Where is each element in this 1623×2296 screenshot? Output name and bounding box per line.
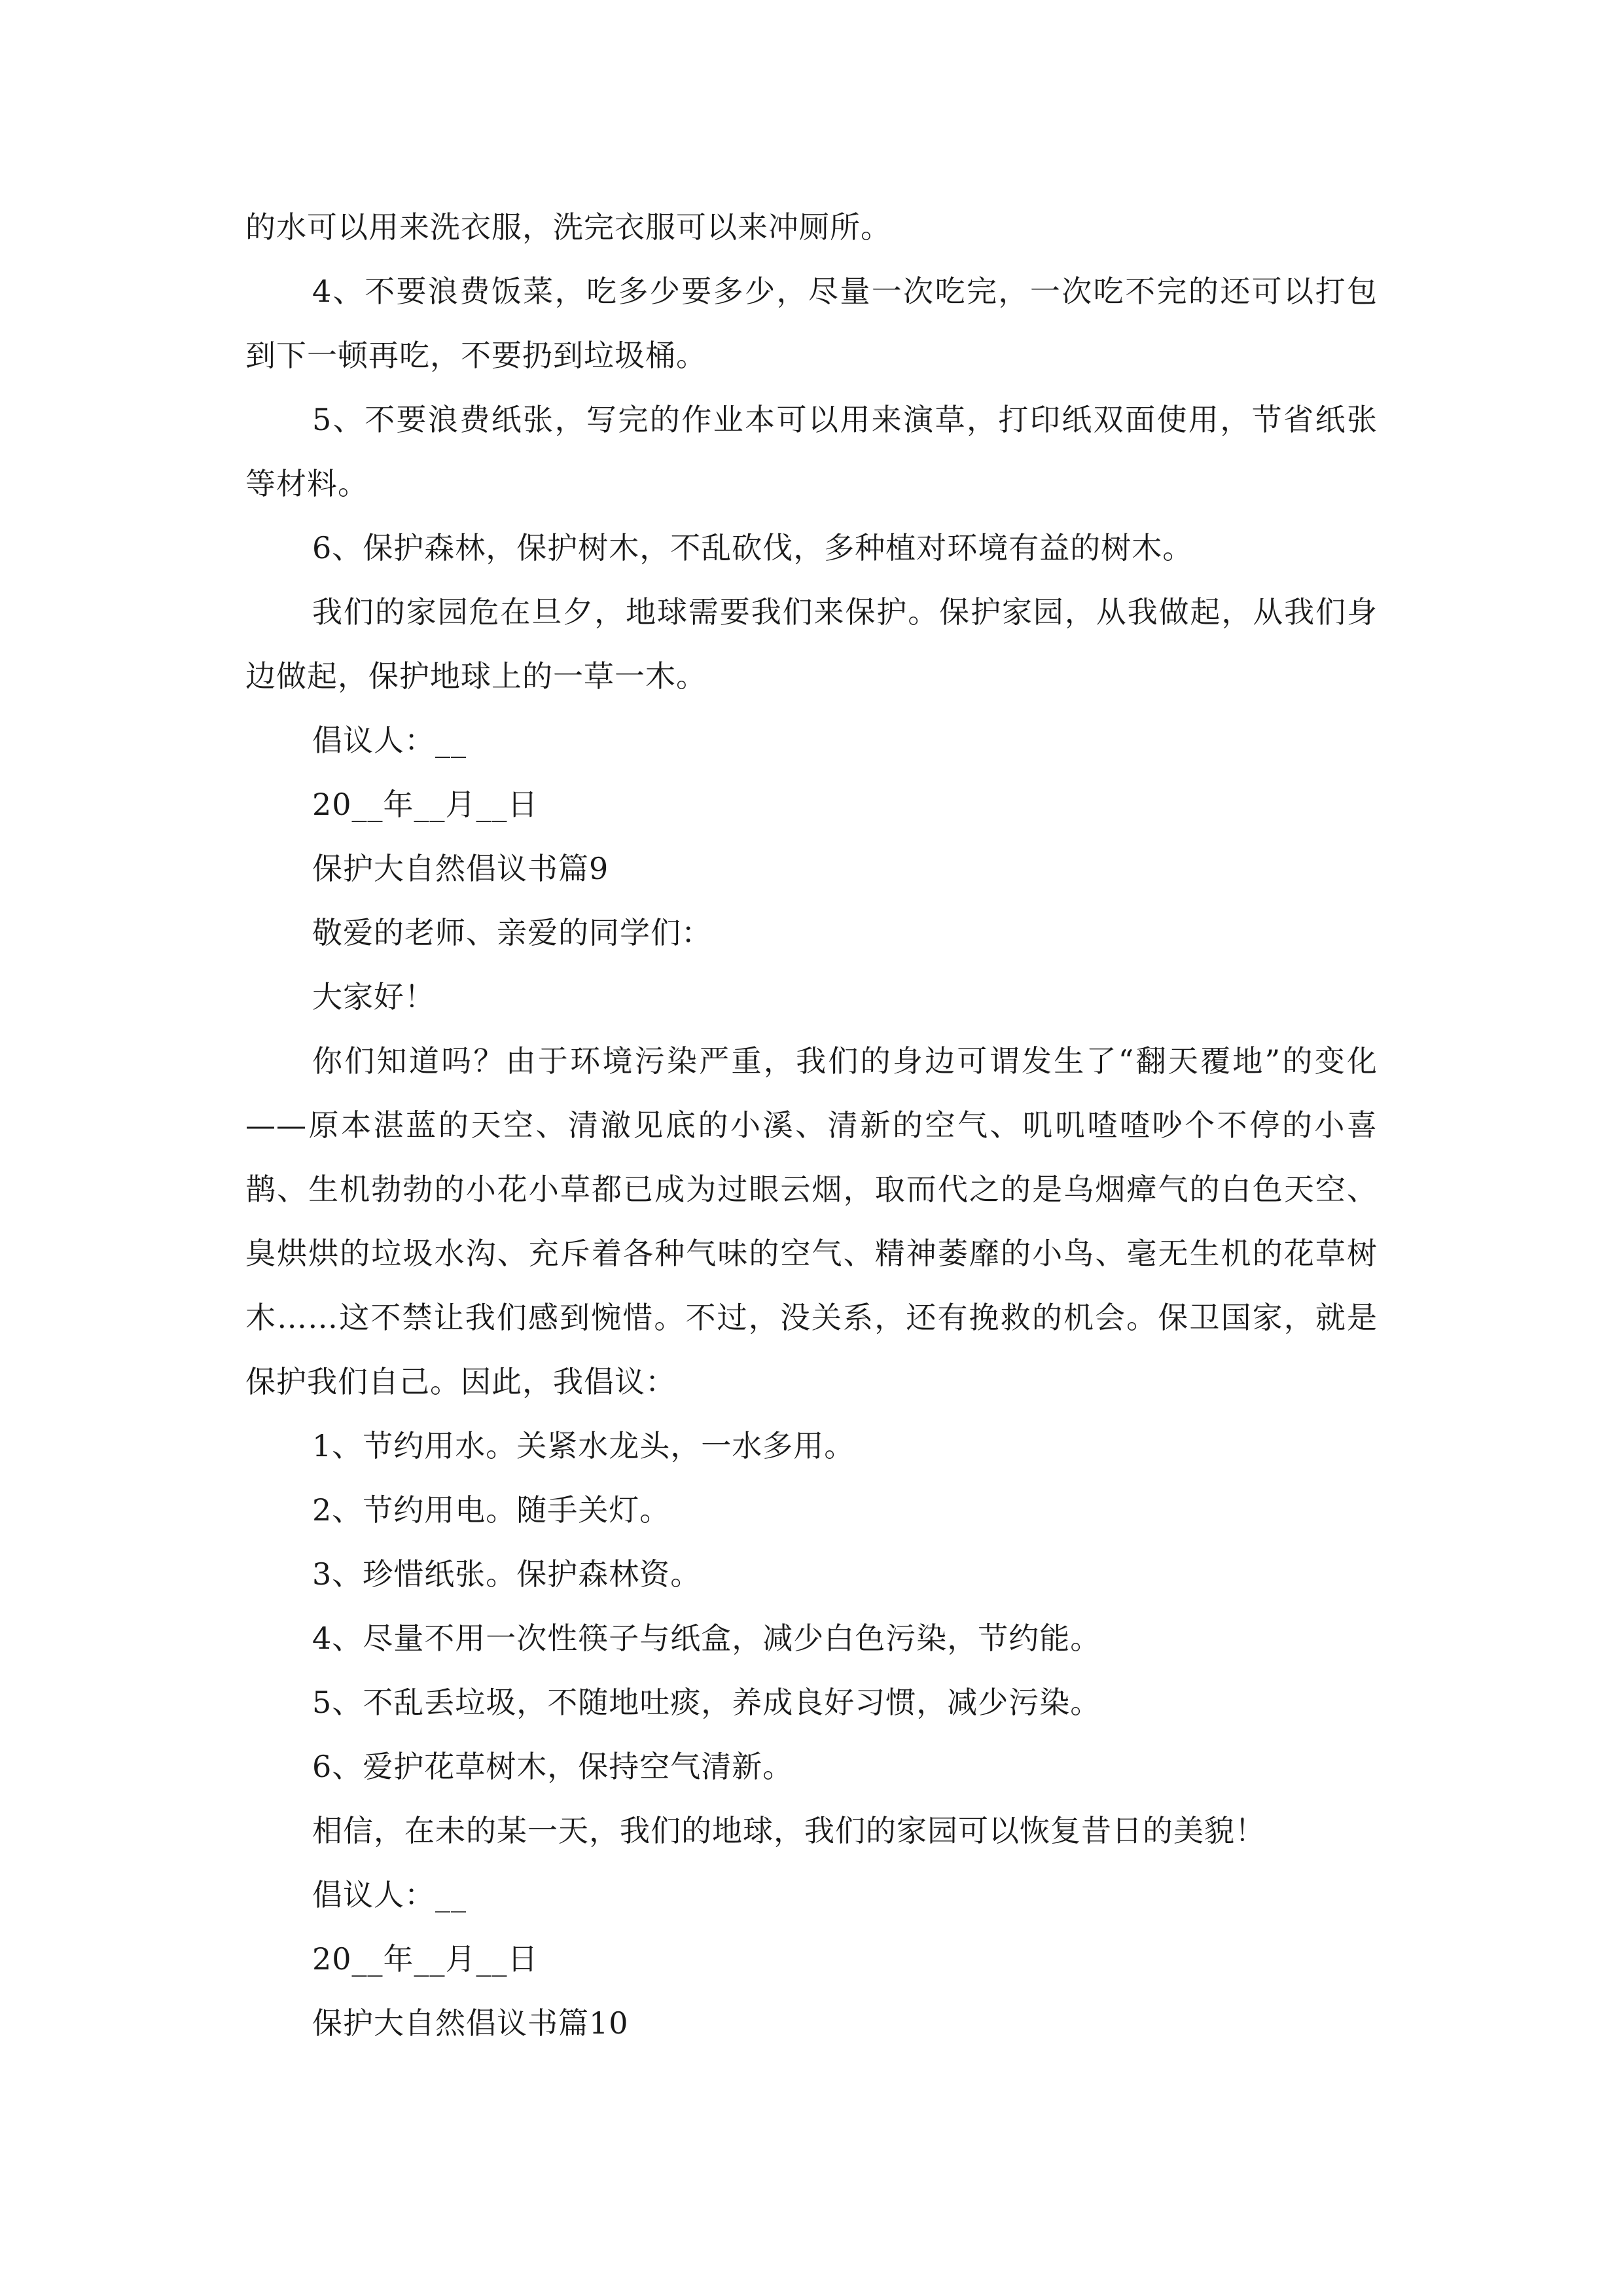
list-item-5: 5、不乱丢垃圾，不随地吐痰，养成良好习惯，减少污染。 [312, 1685, 1101, 1720]
date-line: 20__年__月__日 [312, 787, 539, 822]
signature-line: 倡议人：__ [312, 723, 467, 758]
date-line-2: 20__年__月__日 [312, 1941, 539, 1977]
list-item-4: 4、尽量不用一次性筷子与纸盒，减少白色污染，节约能。 [312, 1621, 1101, 1656]
signature-line-2: 倡议人：__ [312, 1877, 467, 1912]
paragraph-item-5-paper: 5、不要浪费纸张，写完的作业本可以用来演草，打印纸双面使用，节省纸张等材料。 [245, 402, 1378, 501]
paragraph-closing: 相信，在未的某一天，我们的地球，我们的家园可以恢复昔日的美貌！ [312, 1813, 1266, 1848]
section-heading-10: 保护大自然倡议书篇10 [312, 2005, 629, 2041]
document-body [245, 195, 1378, 2055]
paragraph-continuation: 的水可以用来洗衣服，洗完衣服可以来冲厕所。 [245, 209, 891, 245]
paragraph-item-6-forest: 6、保护森林，保护树木，不乱砍伐，多种植对环境有益的树木。 [312, 530, 1194, 565]
section-heading-9: 保护大自然倡议书篇9 [312, 851, 609, 886]
greeting: 大家好！ [312, 979, 435, 1014]
list-item-3: 3、珍惜纸张。保护森林资。 [312, 1556, 702, 1592]
list-item-6: 6、爱护花草树木，保持空气清新。 [312, 1749, 794, 1784]
paragraph-intro: 你们知道吗？由于环境污染严重，我们的身边可谓发生了“翻天覆地”的变化——原本湛蓝的天空、清澈见底的小溪、清新的空气、叽叽喳喳吵个不停的小喜鹊、生机勃勃的小花小草都已成为过眼云烟，取而代之的是乌烟瘴气的白色天空、臭烘烘的垃圾水沟、充斥着各种气味的空气、精神萎靡的小鸟、毫无生机的花草树木……这不禁让我们感到惋惜。不过，没关系，还有挽救的机会。保卫国家，就是保护我们自己。因此，我倡议： [245, 1043, 1378, 1399]
list-item-1: 1、节约用水。关紧水龙头，一水多用。 [312, 1428, 855, 1463]
paragraph-conclusion: 我们的家园危在旦夕，地球需要我们来保护。保护家园，从我做起，从我们身边做起，保护地球上的一草一木。 [245, 594, 1378, 694]
salutation: 敬爱的老师、亲爱的同学们： [312, 915, 712, 950]
paragraph-item-4-food: 4、不要浪费饭菜，吃多少要多少，尽量一次吃完，一次吃不完的还可以打包到下一顿再吃，不要扔到垃圾桶。 [245, 274, 1378, 373]
list-item-2: 2、节约用电。随手关灯。 [312, 1492, 671, 1528]
